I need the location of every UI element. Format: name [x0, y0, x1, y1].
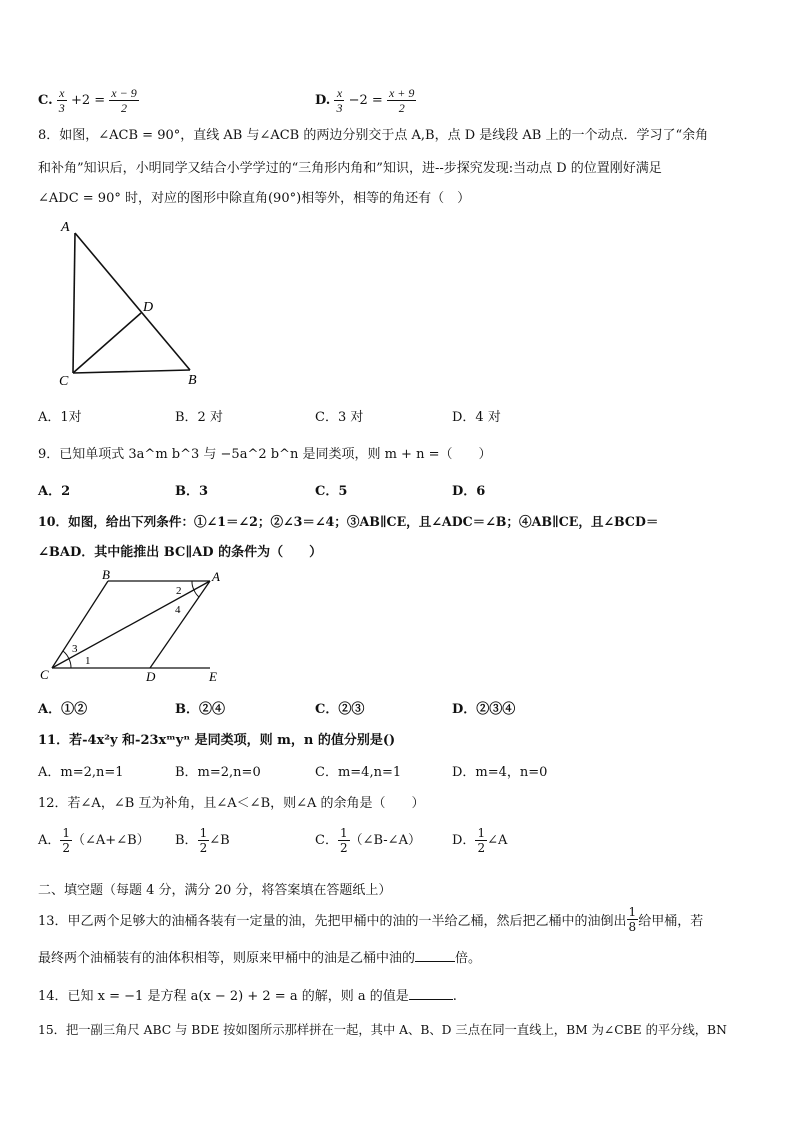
label-d: D: [143, 300, 154, 315]
q9-option-b[interactable]: B．3: [175, 484, 209, 499]
segment-bc: [52, 581, 108, 668]
q9-option-a[interactable]: A．2: [38, 484, 71, 499]
segment-cd: [73, 313, 141, 373]
segment-cb: [73, 370, 190, 373]
fraction: $\frac{x + 9}{2}$: [388, 86, 415, 115]
q12-option-a[interactable]: [38, 826, 150, 855]
operator: +2 =: [70, 93, 106, 108]
q11-option-d[interactable]: D．m=4，n=0: [452, 765, 548, 780]
option-key: A．: [38, 833, 61, 848]
q10-option-b[interactable]: B．②④: [175, 702, 225, 717]
arc-angle1: [69, 659, 71, 668]
q12-stem: 12．若∠A，∠B 互为补角，且∠A＜∠B，则∠A 的余角是（ ）: [38, 796, 425, 811]
q13-stem-line1: 13．甲乙两个足够大的油桶各装有一定量的油，先把甲桶中的油的一半给乙桶，然后把乙桶中的油倒出 $\frac{1}{8}$ 给甲桶，若: [38, 905, 704, 934]
option-text: （∠B-∠A）: [349, 833, 421, 848]
fraction: $\frac{1}{2}$: [199, 826, 208, 855]
label-angle3: 3: [72, 643, 78, 655]
q7-option-c[interactable]: [38, 86, 139, 115]
fraction: $\frac{1}{2}$: [339, 826, 348, 855]
label-angle1: 1: [85, 655, 91, 667]
section-title: 二、填空题（每题 4 分，满分 20 分，将答案填在答题纸上）: [38, 883, 392, 898]
arc-angle3: [63, 651, 69, 659]
q8-stem-line1: 8．如图，∠ACB = 90°，直线 AB 与∠ACB 的两边分别交于点 A,B，点 D 是线段 AB 上的一个动点．学习了“余角: [38, 128, 709, 143]
q10-option-c[interactable]: C．②③: [315, 702, 365, 717]
q10-figure: [38, 568, 228, 686]
arc-angle4: [194, 590, 199, 597]
q8-option-b[interactable]: B．2 对: [175, 410, 223, 425]
label-a: A: [212, 569, 220, 584]
label-angle2: 2: [176, 585, 182, 597]
fraction: $\frac{x - 9}{2}$: [111, 86, 137, 115]
answer-blank[interactable]: [415, 961, 455, 962]
option-key: D.: [315, 93, 331, 108]
q12-option-b[interactable]: [175, 826, 230, 855]
option-key: D．: [452, 833, 476, 848]
q11-stem: 11．若-4x²y 和-23xᵐyⁿ 是同类项，则 m，n 的值分别是(): [38, 733, 396, 748]
q8-figure: [55, 215, 215, 390]
q9-option-d[interactable]: D．6: [452, 484, 486, 499]
fraction: $\frac{1}{8}$: [628, 905, 637, 934]
q14-stem: 14．已知 x = −1 是方程 a(x − 2) + 2 = a 的解，则 a 的值是 .: [38, 989, 457, 1004]
q10-option-a[interactable]: A．①②: [38, 702, 88, 717]
q10-stem-line2: ∠BAD．其中能推出 BC∥AD 的条件为（ ）: [38, 545, 323, 560]
q12-option-d[interactable]: [452, 826, 507, 855]
option-key: C．: [315, 833, 338, 848]
q8-option-d[interactable]: D．4 对: [452, 410, 501, 425]
q13-stem-line2: 最终两个油桶装有的油体积相等，则原来甲桶中的油是乙桶中油的 倍。: [38, 951, 482, 966]
q10-stem-line1: 10．如图，给出下列条件：①∠1＝∠2；②∠3＝∠4；③AB∥CE，且∠ADC＝∠B；④AB∥CE，且∠BCD＝: [38, 514, 659, 529]
q12-option-c[interactable]: [315, 826, 421, 855]
q9-stem: 9．已知单项式 3a^m b^3 与 −5a^2 b^n 是同类项，则 m + n =（ ）: [38, 447, 492, 462]
q8-stem-line3: ∠ADC = 90° 时，对应的图形中除直角(90°)相等外，相等的角还有（ ）: [38, 191, 471, 206]
q11-option-c[interactable]: C．m=4,n=1: [315, 765, 402, 780]
segment-ab: [75, 233, 190, 370]
option-text: （∠A+∠B）: [72, 833, 150, 848]
label-e: E: [209, 669, 217, 684]
q8-option-a[interactable]: A．1对: [38, 410, 82, 425]
label-c: C: [59, 374, 69, 389]
segment-ac: [73, 233, 75, 373]
q11-option-a[interactable]: A．m=2,n=1: [38, 765, 124, 780]
fraction: $\frac{1}{2}$: [477, 826, 486, 855]
option-key: C.: [38, 93, 53, 108]
operator: −2 =: [348, 93, 383, 108]
fraction: $\frac{x}{3}$: [58, 86, 65, 115]
q11-option-b[interactable]: B．m=2,n=0: [175, 765, 261, 780]
label-b: B: [188, 373, 197, 388]
label-b: B: [102, 568, 110, 582]
label-a: A: [61, 220, 70, 235]
arc-angle2: [192, 581, 194, 590]
label-d: D: [146, 669, 156, 684]
q8-stem-line2: 和补角”知识后，小明同学又结合小学学过的“三角形内角和”知识，进--步探究发现:当动点 D 的位置刚好满足: [38, 161, 662, 176]
fraction: $\frac{x}{3}$: [336, 86, 343, 115]
q8-option-c[interactable]: C．3 对: [315, 410, 364, 425]
q9-option-c[interactable]: C．5: [315, 484, 348, 499]
option-key: B．: [175, 833, 198, 848]
q15-stem: 15．把一副三角尺 ABC 与 BDE 按如图所示那样拼在一起，其中 A、B、D 三点在同一直线上，BM 为∠CBE 的平分线，BN: [38, 1023, 727, 1037]
q10-option-d[interactable]: D．②③④: [452, 702, 516, 717]
fraction: $\frac{1}{2}$: [62, 826, 71, 855]
label-c: C: [40, 667, 49, 682]
answer-blank[interactable]: [409, 999, 453, 1000]
option-text: ∠A: [487, 833, 508, 848]
option-text: ∠B: [209, 833, 230, 848]
label-angle4: 4: [175, 604, 181, 616]
q7-option-d[interactable]: [315, 86, 416, 115]
